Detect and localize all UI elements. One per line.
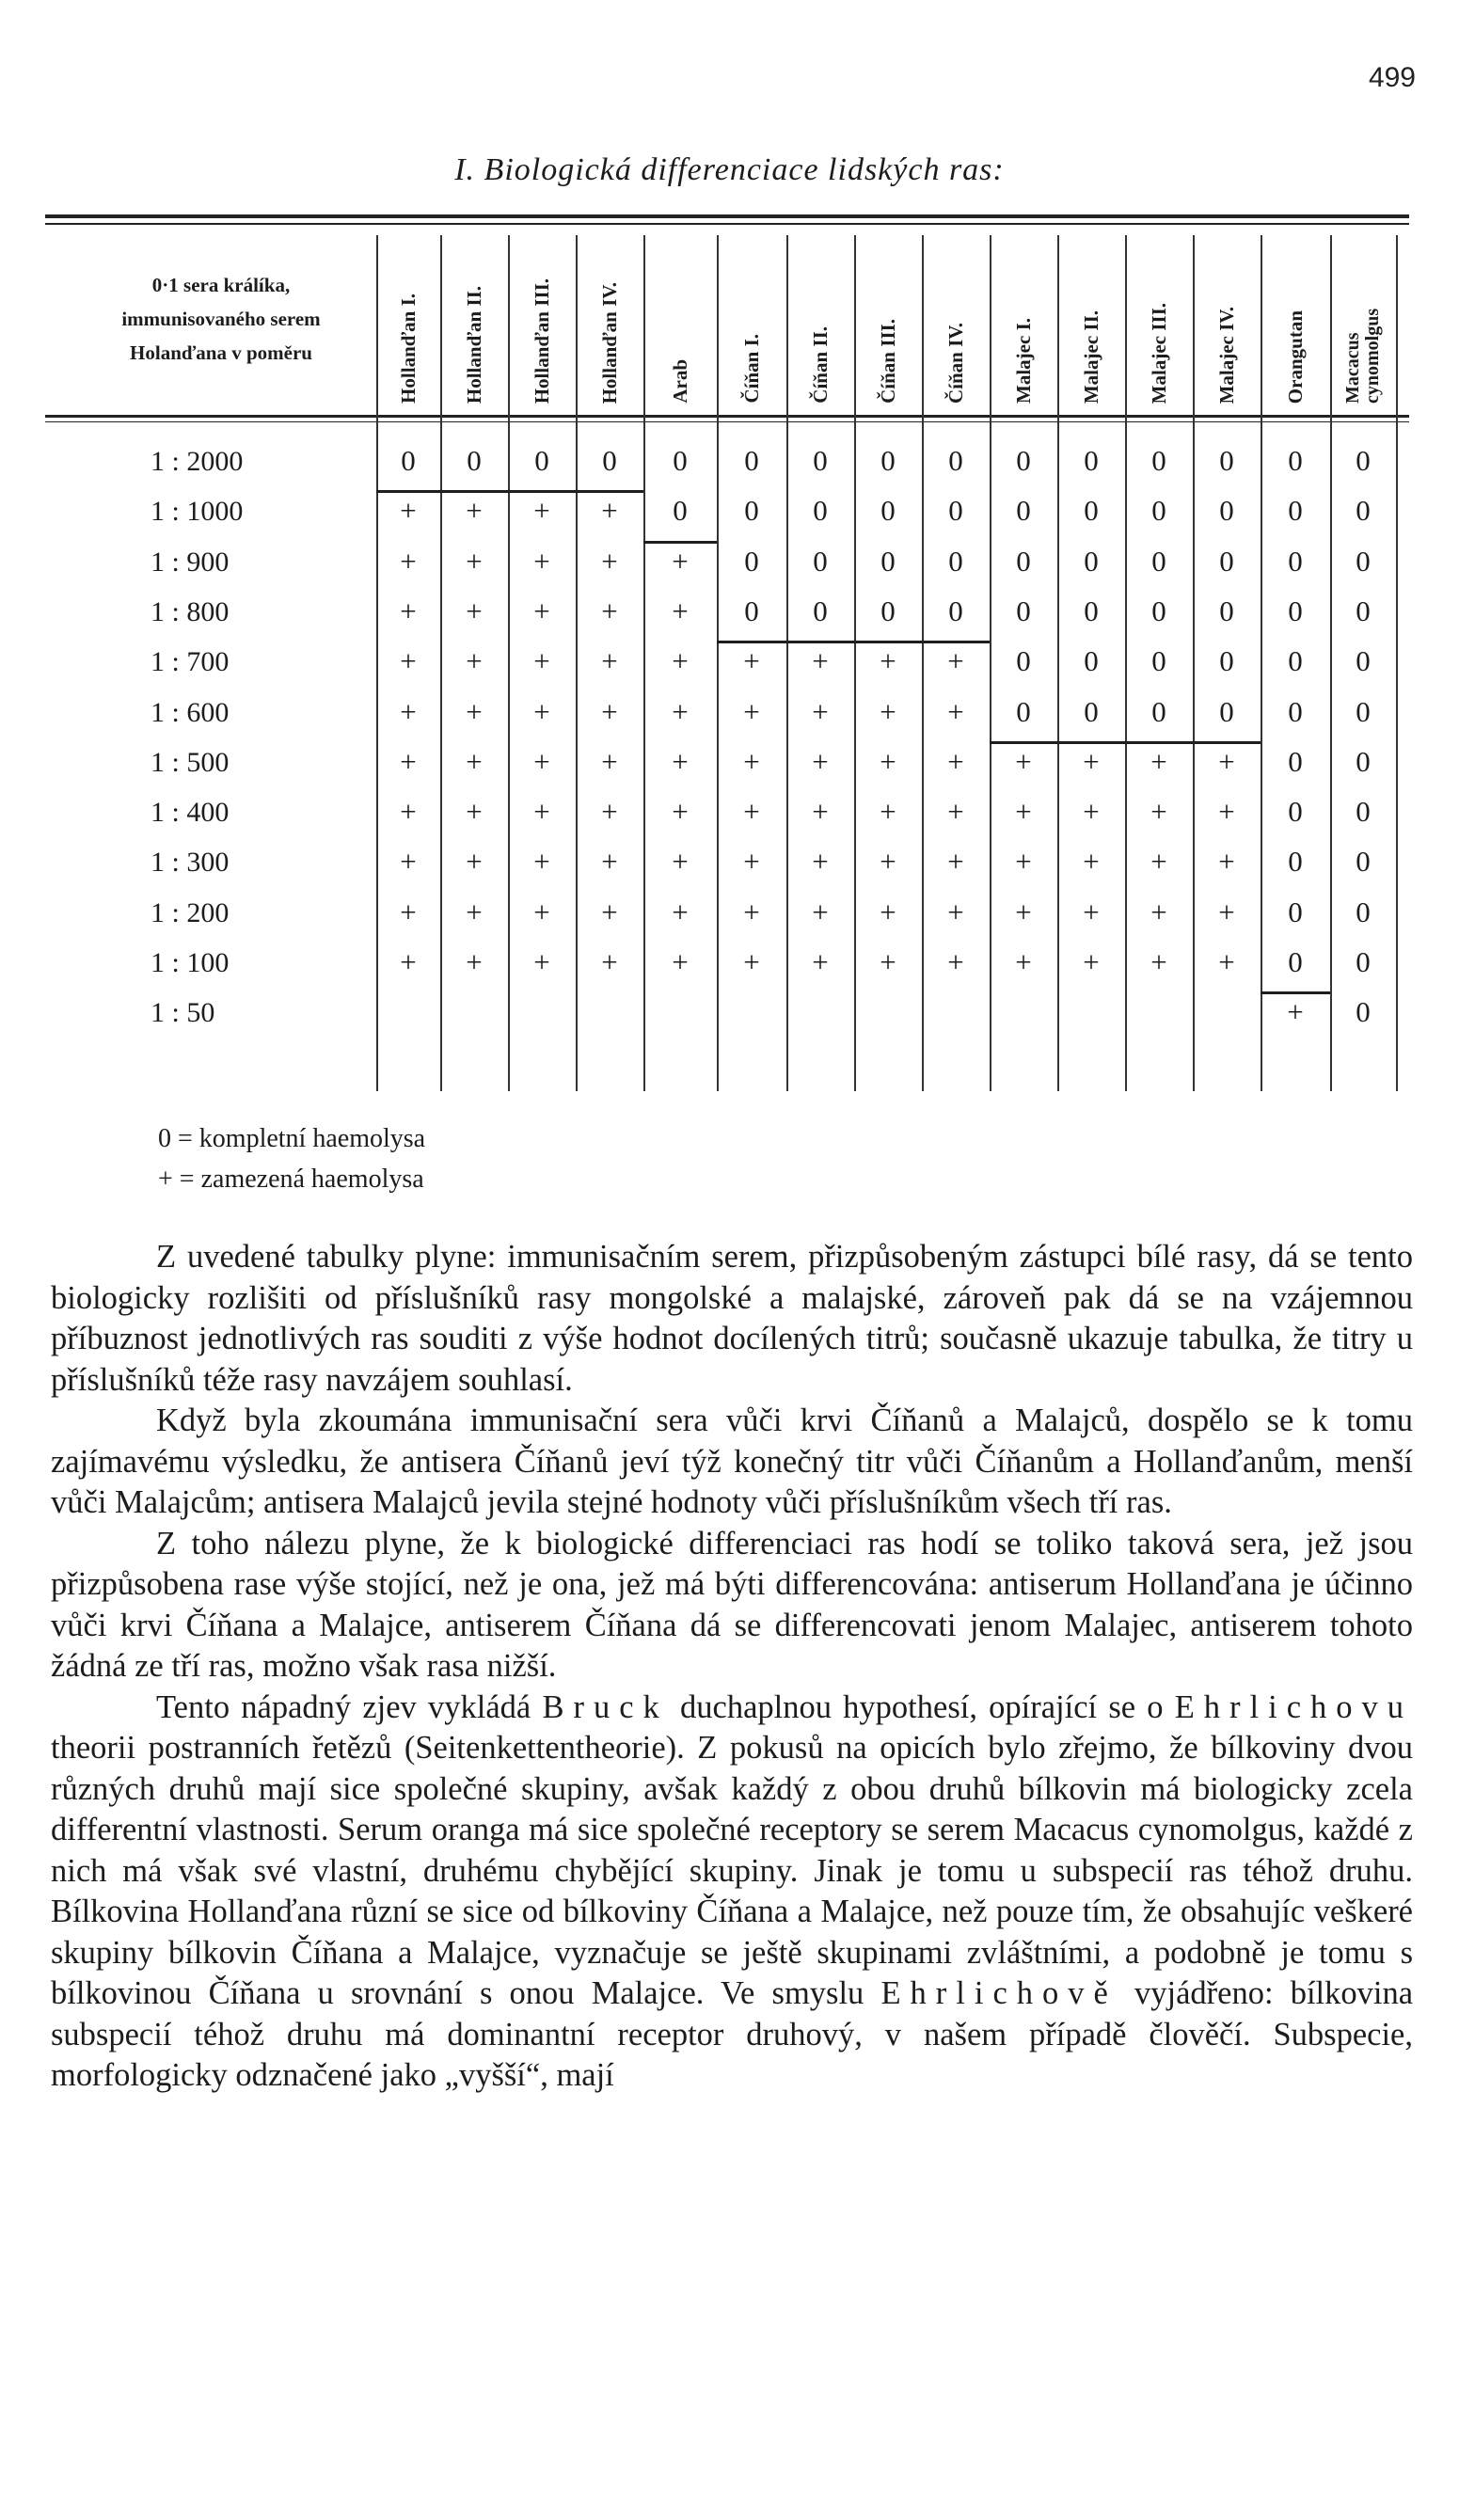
table-cell: 0	[1356, 594, 1371, 627]
table-header-rule	[45, 415, 1409, 418]
header-label-line: immunisovaného serem	[121, 308, 321, 330]
column-header-label: Hollanďan IV.	[598, 281, 621, 404]
table-cell: 0	[1219, 694, 1234, 728]
table-cell: +	[1287, 995, 1304, 1029]
table-cell: +	[400, 945, 417, 978]
table-cell: 0	[744, 594, 759, 627]
table-cell: +	[947, 644, 964, 678]
table-cell: 0	[880, 444, 896, 477]
titer-boundary-line	[1261, 991, 1330, 994]
table-cell: +	[1150, 795, 1167, 829]
header-label-line: 0·1 sera králíka,	[151, 274, 291, 296]
column-header	[583, 237, 636, 411]
table-cell: +	[466, 594, 483, 627]
table-cell: 0	[813, 444, 828, 477]
table-cell: +	[743, 744, 760, 778]
table-cell: 0	[948, 594, 963, 627]
table-cell: +	[672, 895, 689, 928]
table-cell: 0	[1356, 945, 1371, 978]
table-cell: +	[533, 494, 550, 528]
table-column-rule	[1193, 235, 1195, 1091]
table-cell: 0	[1084, 594, 1099, 627]
table-cell: 0	[1356, 694, 1371, 728]
table-cell: +	[880, 694, 896, 728]
table-cell: +	[743, 945, 760, 978]
table-cell: +	[533, 845, 550, 879]
table-cell: +	[601, 845, 618, 879]
table-cell: +	[1218, 845, 1235, 879]
table-cell: 0	[1016, 694, 1031, 728]
dilution-label: 1 : 700	[151, 646, 230, 678]
table-cell: 0	[1151, 494, 1166, 528]
table-column-rule	[922, 235, 924, 1091]
table-cell: +	[601, 744, 618, 778]
table-cell: 0	[813, 494, 828, 528]
table-cell: 0	[1356, 795, 1371, 829]
table-cell: 0	[948, 544, 963, 578]
table-cell: +	[533, 694, 550, 728]
paragraph-part: vyjádřeno: bílkovina subspecií téhož druhu má dominantní receptor druhový, v našem případě člověčí. Subspecie, morfologicky odznačené jako „vyšší“, mají	[51, 1975, 1414, 2093]
table-column-rule	[643, 235, 645, 1091]
table-cell: +	[601, 895, 618, 928]
table-cell: +	[533, 544, 550, 578]
legend-inhibited: + = zamezená haemolysa	[158, 1165, 424, 1194]
table-top-rule	[45, 214, 1409, 218]
paragraph-part: theorii postranních řetězů (Seitenkettentheorie). Z pokusů na opicích bylo zřejmo, že bílkoviny dvou různých druhů mají sice společné skupiny, avšak každý z obou druhů bílkovin má biologicky zcela differentní vlastnosti. Serum oranga má sice společné receptory se serem Macacus cynomolgus, každé z nich má však své vlastní, druhému chybějící skupiny. Jinak je tomu u subspecií ras téhož druhu. Bílkovina Hollanďana různí se sice od bílkoviny Číňana a Malajce, než pouze tím, že obsahujíc veškeré skupiny bílkovin Číňana a Malajce, vyznačuje se ještě skupinami zvláštními, a podobně je tomu s bílkovinou Číňana u srovnání s onou Malajce. Ve smyslu	[51, 1730, 1413, 2011]
table-cell: +	[880, 945, 896, 978]
table-cell: 0	[1084, 644, 1099, 678]
paragraph-part: Tento nápadný zjev vykládá	[156, 1688, 531, 1725]
table-cell: +	[743, 795, 760, 829]
table-cell: 0	[744, 494, 759, 528]
page-number: 499	[1368, 62, 1416, 93]
dilution-label: 1 : 300	[151, 847, 230, 879]
column-header	[1065, 237, 1118, 411]
column-header-label: Malajec I.	[1012, 318, 1035, 404]
table-cell: 0	[1219, 594, 1234, 627]
table-cell: +	[1015, 845, 1032, 879]
column-header	[448, 237, 500, 411]
table-cell: 0	[1288, 945, 1303, 978]
author-name: Ehrlichovu	[1174, 1688, 1414, 1725]
table-column-rule	[854, 235, 856, 1091]
table-cell: +	[400, 795, 417, 829]
table-cell: +	[400, 594, 417, 627]
table-cell: 0	[467, 444, 482, 477]
table-cell: +	[672, 845, 689, 879]
column-header	[725, 237, 778, 411]
paragraph: Z uvedené tabulky plyne: immunisačním serem, přizpůsobeným zástupci bílé rasy, dá se tento biologicky rozlišiti od příslušníků rasy mongolské a malajské, zároveň pak dá se na vzájemnou příbuznost jednotlivých ras souditi z výše hodnot docílených titrů; současně ukazuje tabulka, že titry u příslušníků téže rasy navzájem souhlasí.	[51, 1239, 1413, 1398]
table-header-rule-thin	[45, 421, 1409, 422]
table-cell: +	[601, 494, 618, 528]
table-cell: 0	[1356, 644, 1371, 678]
table-cell: 0	[1219, 444, 1234, 477]
table-cell: +	[466, 845, 483, 879]
table-cell: +	[880, 644, 896, 678]
table-cell: +	[812, 744, 829, 778]
table-column-rule	[376, 235, 378, 1091]
table-cell: +	[812, 694, 829, 728]
header-label-line: Holanďana v poměru	[130, 341, 312, 364]
legend-complete: 0 = kompletní haemolysa	[158, 1124, 426, 1153]
table-cell: +	[672, 694, 689, 728]
column-header-label: Macacus cynomolgus	[1342, 308, 1383, 404]
dilution-label: 1 : 800	[151, 595, 230, 627]
table-cell: +	[672, 795, 689, 829]
table-cell: 0	[1084, 544, 1099, 578]
dilution-label: 1 : 1000	[151, 496, 244, 528]
paragraph: Z toho nálezu plyne, že k biologické differenciaci ras hodí se toliko taková sera, jež jsou přizpůsobena rase výše stojící, než je ona, jež má býti differencována: antiserum Hollanďana je účinno vůči krvi Číňana a Malajce, antiserem Číňana dá se differencovati jenom Malajec, antiserem tohoto žádná ze tří ras, možno však rasa nižší.	[51, 1525, 1413, 1684]
table-cell: +	[672, 544, 689, 578]
table-column-rule	[1125, 235, 1127, 1091]
table-cell: 0	[1356, 444, 1371, 477]
table-cell: +	[947, 795, 964, 829]
table-cell: +	[1218, 895, 1235, 928]
table-cell: +	[466, 644, 483, 678]
table-cell: +	[947, 895, 964, 928]
table-cell: 0	[1288, 845, 1303, 879]
table-cell: 0	[1356, 744, 1371, 778]
column-header-label: Číňan IV.	[944, 323, 967, 404]
table-cell: +	[466, 895, 483, 928]
titer-boundary-line	[990, 741, 1261, 744]
table-cell: +	[400, 544, 417, 578]
table-cell: 0	[673, 494, 688, 528]
table-cell: 0	[1151, 644, 1166, 678]
table-cell: 0	[1219, 544, 1234, 578]
column-header	[1133, 237, 1185, 411]
column-header-label: Hollanďan II.	[463, 285, 485, 404]
table-column-rule	[717, 235, 719, 1091]
column-header	[997, 237, 1050, 411]
table-cell: 0	[1151, 444, 1166, 477]
paragraph	[51, 1688, 1413, 2097]
table-cell: 0	[1288, 694, 1303, 728]
table-cell: 0	[1356, 845, 1371, 879]
table-cell: +	[1150, 945, 1167, 978]
table-cell: +	[812, 795, 829, 829]
column-header	[862, 237, 914, 411]
table-cell: 0	[1151, 544, 1166, 578]
dilution-label: 1 : 200	[151, 896, 230, 928]
table-cell: +	[400, 895, 417, 928]
table-cell: +	[1150, 895, 1167, 928]
table-cell: +	[400, 744, 417, 778]
table-cell: +	[601, 945, 618, 978]
table-cell: 0	[1151, 694, 1166, 728]
table-cell: +	[1150, 744, 1167, 778]
dilution-label: 1 : 600	[151, 696, 230, 728]
table-top-rule-thin	[45, 223, 1409, 225]
column-header-label: Malajec III.	[1148, 302, 1170, 404]
table-cell: 0	[1356, 995, 1371, 1029]
table-cell: 0	[1016, 444, 1031, 477]
table-cell: +	[400, 694, 417, 728]
table-cell: 0	[401, 444, 416, 477]
dilution-label: 1 : 2000	[151, 446, 244, 477]
column-header	[515, 237, 568, 411]
table-title: I. Biologická differenciace lidských ras:	[454, 152, 1005, 187]
column-header-label: Orangutan	[1284, 309, 1307, 404]
table-cell: +	[1015, 744, 1032, 778]
table-cell: 0	[1288, 494, 1303, 528]
table-cell: 0	[744, 544, 759, 578]
table-cell: +	[400, 845, 417, 879]
table-cell: 0	[1288, 744, 1303, 778]
table-cell: 0	[880, 594, 896, 627]
column-header-label: Malajec IV.	[1215, 306, 1238, 404]
paragraph: Když byla zkoumána immunisační sera vůči krvi Číňanů a Malajců, dospělo se k tomu zajímavému výsledku, že antisera Číňanů jeví týž konečný titr vůči Číňanům a Hollanďanům, menší vůči Malajcům; antisera Malajců jevila stejné hodnoty vůči příslušníkům všech tří ras.	[51, 1403, 1413, 1520]
table-cell: +	[400, 644, 417, 678]
body-text	[51, 1237, 1413, 2097]
table-cell: +	[466, 694, 483, 728]
table-cell: 0	[1016, 644, 1031, 678]
table-cell: 0	[880, 544, 896, 578]
table-cell: +	[1083, 845, 1100, 879]
column-header	[794, 237, 847, 411]
column-header-label: Hollanďan III.	[531, 277, 553, 404]
table-cell: 0	[1288, 544, 1303, 578]
dilution-label: 1 : 500	[151, 746, 230, 778]
table-cell: +	[1083, 945, 1100, 978]
table-cell: +	[1218, 744, 1235, 778]
table-header-label	[66, 268, 376, 370]
dilution-label: 1 : 900	[151, 546, 230, 578]
table-cell: +	[1150, 845, 1167, 879]
table-cell: 0	[1016, 494, 1031, 528]
table-cell: 0	[948, 494, 963, 528]
table-column-rule	[1330, 235, 1332, 1091]
table-cell: 0	[534, 444, 549, 477]
table-cell: 0	[744, 444, 759, 477]
table-cell: +	[947, 744, 964, 778]
table-cell: +	[533, 895, 550, 928]
table-cell: +	[743, 644, 760, 678]
table-cell: 0	[1016, 594, 1031, 627]
table-cell: +	[947, 845, 964, 879]
table-cell: +	[880, 845, 896, 879]
table-cell: +	[601, 544, 618, 578]
table-cell: +	[466, 544, 483, 578]
table-cell: +	[812, 945, 829, 978]
table-cell: 0	[880, 494, 896, 528]
table-cell: +	[601, 694, 618, 728]
column-header-label: Malajec II.	[1080, 309, 1102, 404]
table-cell: 0	[1219, 644, 1234, 678]
table-cell: +	[672, 644, 689, 678]
column-header-label: Číňan III.	[877, 319, 899, 404]
table-cell: +	[812, 845, 829, 879]
column-header-label: Číňan II.	[809, 326, 832, 404]
table-cell: +	[533, 795, 550, 829]
table-column-rule	[1396, 235, 1398, 1091]
table-cell: 0	[813, 594, 828, 627]
table-column-rule	[508, 235, 510, 1091]
table-cell: 0	[948, 444, 963, 477]
table-cell: 0	[1288, 895, 1303, 928]
column-header-label: Číňan I.	[740, 334, 763, 404]
column-header	[1269, 237, 1322, 411]
table-cell: 0	[602, 444, 617, 477]
table-column-rule	[786, 235, 788, 1091]
author-name: Bruck	[542, 1688, 669, 1725]
table-cell: +	[743, 895, 760, 928]
table-cell: 0	[1084, 444, 1099, 477]
table-cell: +	[880, 744, 896, 778]
table-cell: 0	[1288, 795, 1303, 829]
table-cell: +	[947, 945, 964, 978]
table-cell: 0	[1084, 494, 1099, 528]
table-column-rule	[576, 235, 578, 1091]
table-cell: 0	[813, 544, 828, 578]
table-cell: +	[947, 694, 964, 728]
table-cell: 0	[1356, 494, 1371, 528]
table-cell: +	[601, 795, 618, 829]
table-cell: 0	[1151, 594, 1166, 627]
table-cell: +	[533, 744, 550, 778]
table-cell: +	[601, 594, 618, 627]
table-cell: +	[466, 744, 483, 778]
titer-boundary-line	[643, 541, 717, 544]
table-cell: +	[533, 594, 550, 627]
table-cell: +	[1218, 945, 1235, 978]
dilution-label: 1 : 100	[151, 947, 230, 978]
table-column-rule	[440, 235, 442, 1091]
table-cell: +	[812, 895, 829, 928]
table-column-rule	[1057, 235, 1059, 1091]
table-cell: +	[1083, 795, 1100, 829]
table-cell: +	[466, 945, 483, 978]
column-header	[382, 237, 435, 411]
table-cell: +	[1015, 945, 1032, 978]
column-header	[654, 237, 706, 411]
table-cell: +	[672, 744, 689, 778]
column-header-label: Hollanďan I.	[397, 293, 420, 404]
table-cell: +	[812, 644, 829, 678]
table-column-rule	[1261, 235, 1262, 1091]
table-cell: +	[466, 795, 483, 829]
table-column-rule	[990, 235, 991, 1091]
table-cell: 0	[1356, 895, 1371, 928]
table-cell: +	[466, 494, 483, 528]
table-cell: +	[880, 895, 896, 928]
table-cell: 0	[1356, 544, 1371, 578]
table-cell: +	[672, 594, 689, 627]
table-cell: +	[743, 694, 760, 728]
table-cell: 0	[1288, 444, 1303, 477]
column-header	[1200, 237, 1253, 411]
table-cell: 0	[1219, 494, 1234, 528]
table-cell: +	[601, 644, 618, 678]
table-cell: +	[743, 845, 760, 879]
table-cell: 0	[1288, 594, 1303, 627]
table-cell: 0	[1288, 644, 1303, 678]
column-header-label: Arab	[669, 359, 691, 404]
titer-boundary-line	[376, 490, 643, 493]
table-cell: +	[533, 945, 550, 978]
table-cell: +	[1083, 744, 1100, 778]
table-cell: +	[672, 945, 689, 978]
dilution-label: 1 : 400	[151, 797, 230, 829]
table-cell: 0	[1084, 694, 1099, 728]
column-header	[1337, 237, 1389, 411]
titer-boundary-line	[717, 641, 990, 643]
table-cell: +	[880, 795, 896, 829]
dilution-label: 1 : 50	[151, 997, 215, 1029]
author-name: Ehrlichově	[880, 1975, 1118, 2011]
table-cell: +	[1083, 895, 1100, 928]
table-cell: 0	[1016, 544, 1031, 578]
table-cell: +	[1015, 795, 1032, 829]
table-cell: +	[533, 644, 550, 678]
column-header	[929, 237, 982, 411]
table-cell: +	[1015, 895, 1032, 928]
table-cell: +	[400, 494, 417, 528]
table-cell: 0	[673, 444, 688, 477]
table-cell: +	[1218, 795, 1235, 829]
paragraph-part: duchaplnou hypothesí, opírající se o	[680, 1688, 1164, 1725]
